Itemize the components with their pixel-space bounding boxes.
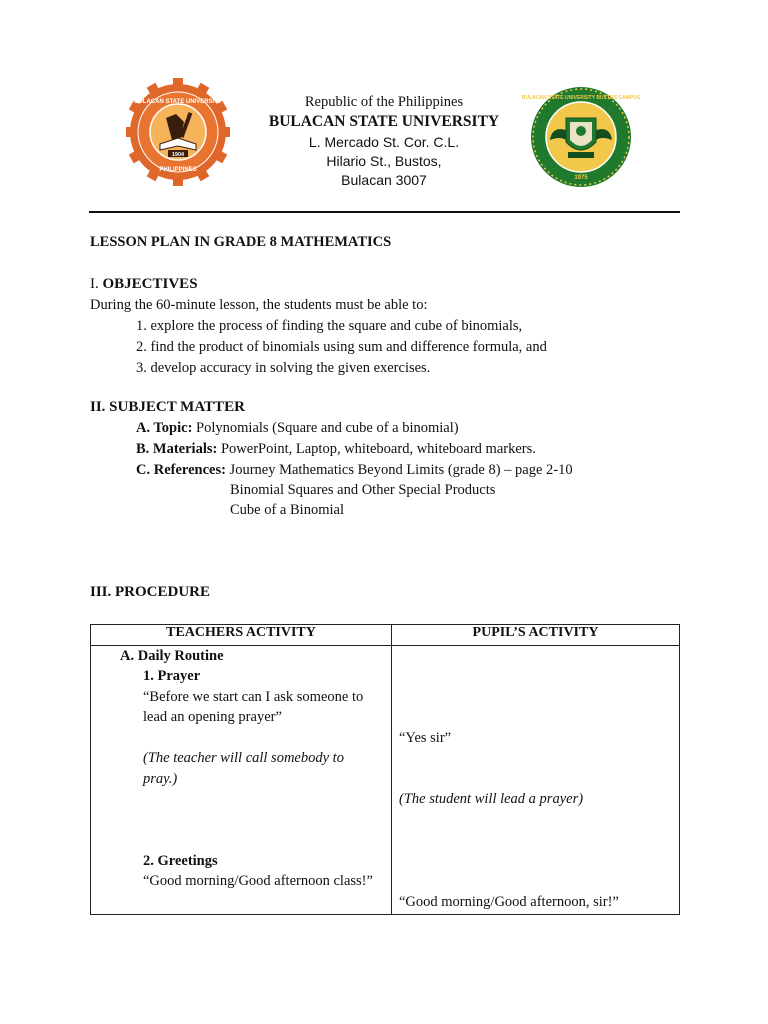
address-line-2: Hilario St., Bustos, bbox=[326, 153, 442, 169]
objectives-intro: During the 60-minute lesson, the students must be able to: bbox=[90, 297, 428, 313]
materials-label: B. Materials: bbox=[136, 441, 218, 457]
procedure-heading: III. PROCEDURE bbox=[90, 584, 211, 600]
greetings-heading: 2. Greetings bbox=[143, 853, 218, 869]
objective-item: 3. develop accuracy in solving the given exercises. bbox=[136, 360, 431, 376]
objectives-heading-text: OBJECTIVES bbox=[102, 276, 198, 292]
reference-item: Journey Mathematics Beyond Limits (grade 8) – page 2-10 bbox=[225, 462, 573, 478]
topic-label: A. Topic: bbox=[136, 420, 193, 436]
address-line-1: L. Mercado St. Cor. C.L. bbox=[308, 134, 460, 150]
prayer-note: (The teacher will call somebody to bbox=[143, 750, 344, 766]
objective-item: 2. find the product of binomials using sum and difference formula, and bbox=[136, 339, 547, 355]
right-logo-year: 1975 bbox=[574, 175, 588, 181]
address-line-3: Bulacan 3007 bbox=[341, 172, 427, 188]
table-header-row bbox=[91, 625, 680, 646]
pupil-activity-cell bbox=[392, 646, 680, 915]
pupil-reply: “Yes sir” bbox=[399, 730, 452, 746]
pupils-activity-header: PUPIL’S ACTIVITY bbox=[392, 625, 680, 646]
materials-line bbox=[136, 441, 536, 458]
references-label: C. References: bbox=[136, 462, 226, 478]
topic-value: Polynomials (Square and cube of a binomial) bbox=[192, 420, 459, 436]
teachers-activity-header: TEACHERS ACTIVITY bbox=[91, 625, 392, 646]
republic-line: Republic of the Philippines bbox=[304, 94, 464, 110]
objectives-heading bbox=[90, 276, 198, 293]
left-logo-year: 1904 bbox=[171, 152, 185, 158]
header-divider bbox=[89, 211, 680, 213]
prayer-note: pray.) bbox=[143, 771, 178, 787]
left-logo-ring-bottom: PHILIPPINES bbox=[159, 167, 197, 173]
right-logo-ring-text: BULACAN STATE UNIVERSITY BUSTOS CAMPUS bbox=[521, 95, 641, 101]
topic-line bbox=[136, 420, 459, 437]
materials-value: PowerPoint, Laptop, whiteboard, whiteboard markers. bbox=[217, 441, 536, 457]
subject-matter-heading: II. SUBJECT MATTER bbox=[90, 399, 245, 415]
references-line bbox=[136, 462, 573, 479]
greetings-line: “Good morning/Good afternoon class!” bbox=[143, 873, 373, 889]
prayer-line: lead an opening prayer” bbox=[143, 709, 282, 725]
prayer-heading: 1. Prayer bbox=[143, 668, 201, 684]
pupil-reply: (The student will lead a prayer) bbox=[399, 791, 584, 807]
reference-item: Binomial Squares and Other Special Products bbox=[230, 482, 496, 498]
reference-item: Cube of a Binomial bbox=[230, 502, 344, 518]
university-name: BULACAN STATE UNIVERSITY bbox=[268, 113, 500, 130]
prayer-line: “Before we start can I ask someone to bbox=[143, 689, 364, 705]
lesson-plan-title: LESSON PLAN IN GRADE 8 MATHEMATICS bbox=[90, 234, 392, 250]
objectives-numeral: I. bbox=[90, 276, 99, 292]
pupil-reply: “Good morning/Good afternoon, sir!” bbox=[399, 894, 619, 910]
teacher-activity-cell bbox=[91, 646, 392, 915]
left-logo-ring-text: BULACAN STATE UNIVERSITY bbox=[134, 99, 222, 105]
procedure-table bbox=[90, 624, 680, 915]
table-row bbox=[91, 646, 680, 915]
objective-item: 1. explore the process of finding the square and cube of binomials, bbox=[136, 318, 523, 334]
daily-routine-heading: A. Daily Routine bbox=[120, 648, 224, 664]
